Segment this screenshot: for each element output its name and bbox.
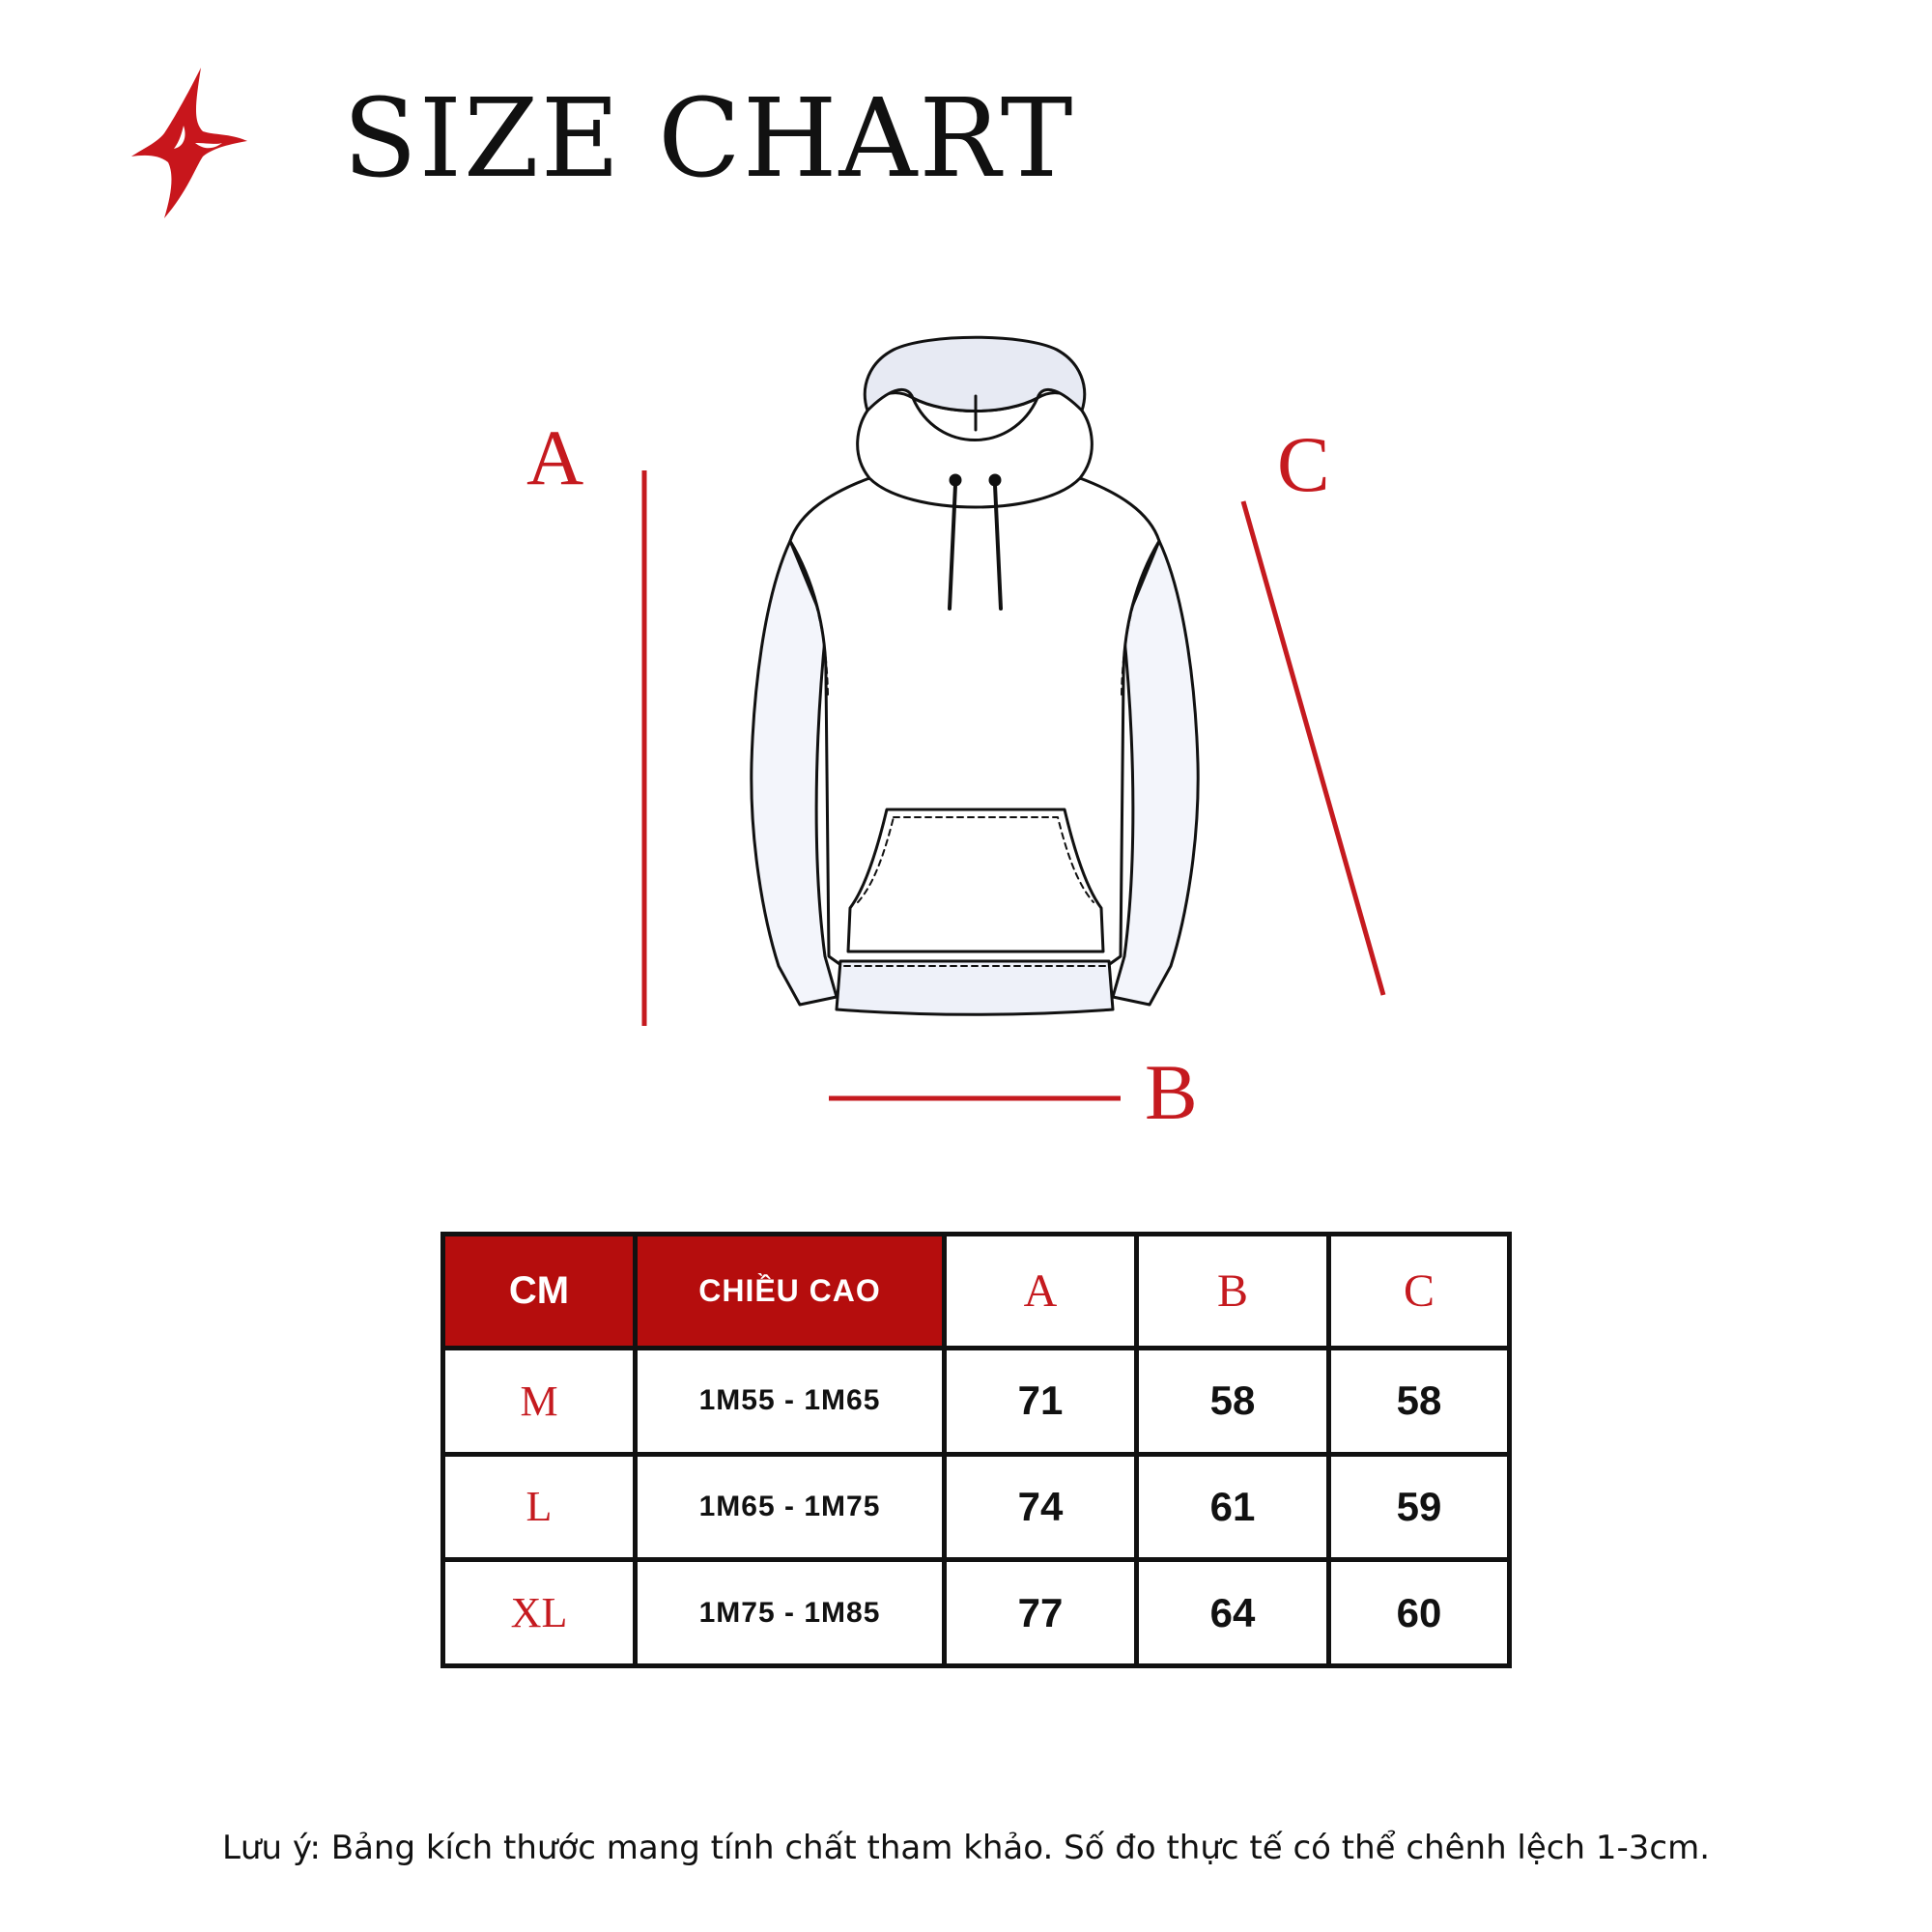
size-table	[440, 1232, 1512, 1668]
a-cell: 71	[945, 1348, 1137, 1454]
dimension-label-a: A	[526, 413, 584, 501]
c-cell: 60	[1329, 1560, 1510, 1666]
table-row	[443, 1348, 1510, 1454]
header-b: B	[1137, 1235, 1329, 1349]
height-cell: 1M75 - 1M85	[636, 1560, 945, 1666]
dimension-label-b: B	[1145, 1048, 1198, 1136]
table-header-row	[443, 1235, 1510, 1349]
header-cm: CM	[443, 1235, 636, 1349]
a-cell: 74	[945, 1454, 1137, 1560]
c-cell: 58	[1329, 1348, 1510, 1454]
b-cell: 64	[1137, 1560, 1329, 1666]
c-cell: 59	[1329, 1454, 1510, 1560]
page-title: SIZE CHART	[343, 76, 1075, 202]
header-a: A	[945, 1235, 1137, 1349]
height-cell: 1M55 - 1M65	[636, 1348, 945, 1454]
size-cell: L	[443, 1454, 636, 1560]
dimension-label-c: C	[1277, 420, 1330, 508]
height-cell: 1M65 - 1M75	[636, 1454, 945, 1560]
b-cell: 61	[1137, 1454, 1329, 1560]
b-cell: 58	[1137, 1348, 1329, 1454]
a-cell: 77	[945, 1560, 1137, 1666]
size-cell: XL	[443, 1560, 636, 1666]
header-height: CHIỀU CAO	[636, 1235, 945, 1349]
table-row	[443, 1560, 1510, 1666]
disclaimer-note: Lưu ý: Bảng kích thước mang tính chất tham khảo. Số đo thực tế có thể chênh lệch 1-3cm.	[221, 1829, 1710, 1867]
hoodie-icon	[752, 337, 1198, 1014]
measure-line-c	[1243, 501, 1383, 995]
size-cell: M	[443, 1348, 636, 1454]
table-row	[443, 1454, 1510, 1560]
header-c: C	[1329, 1235, 1510, 1349]
